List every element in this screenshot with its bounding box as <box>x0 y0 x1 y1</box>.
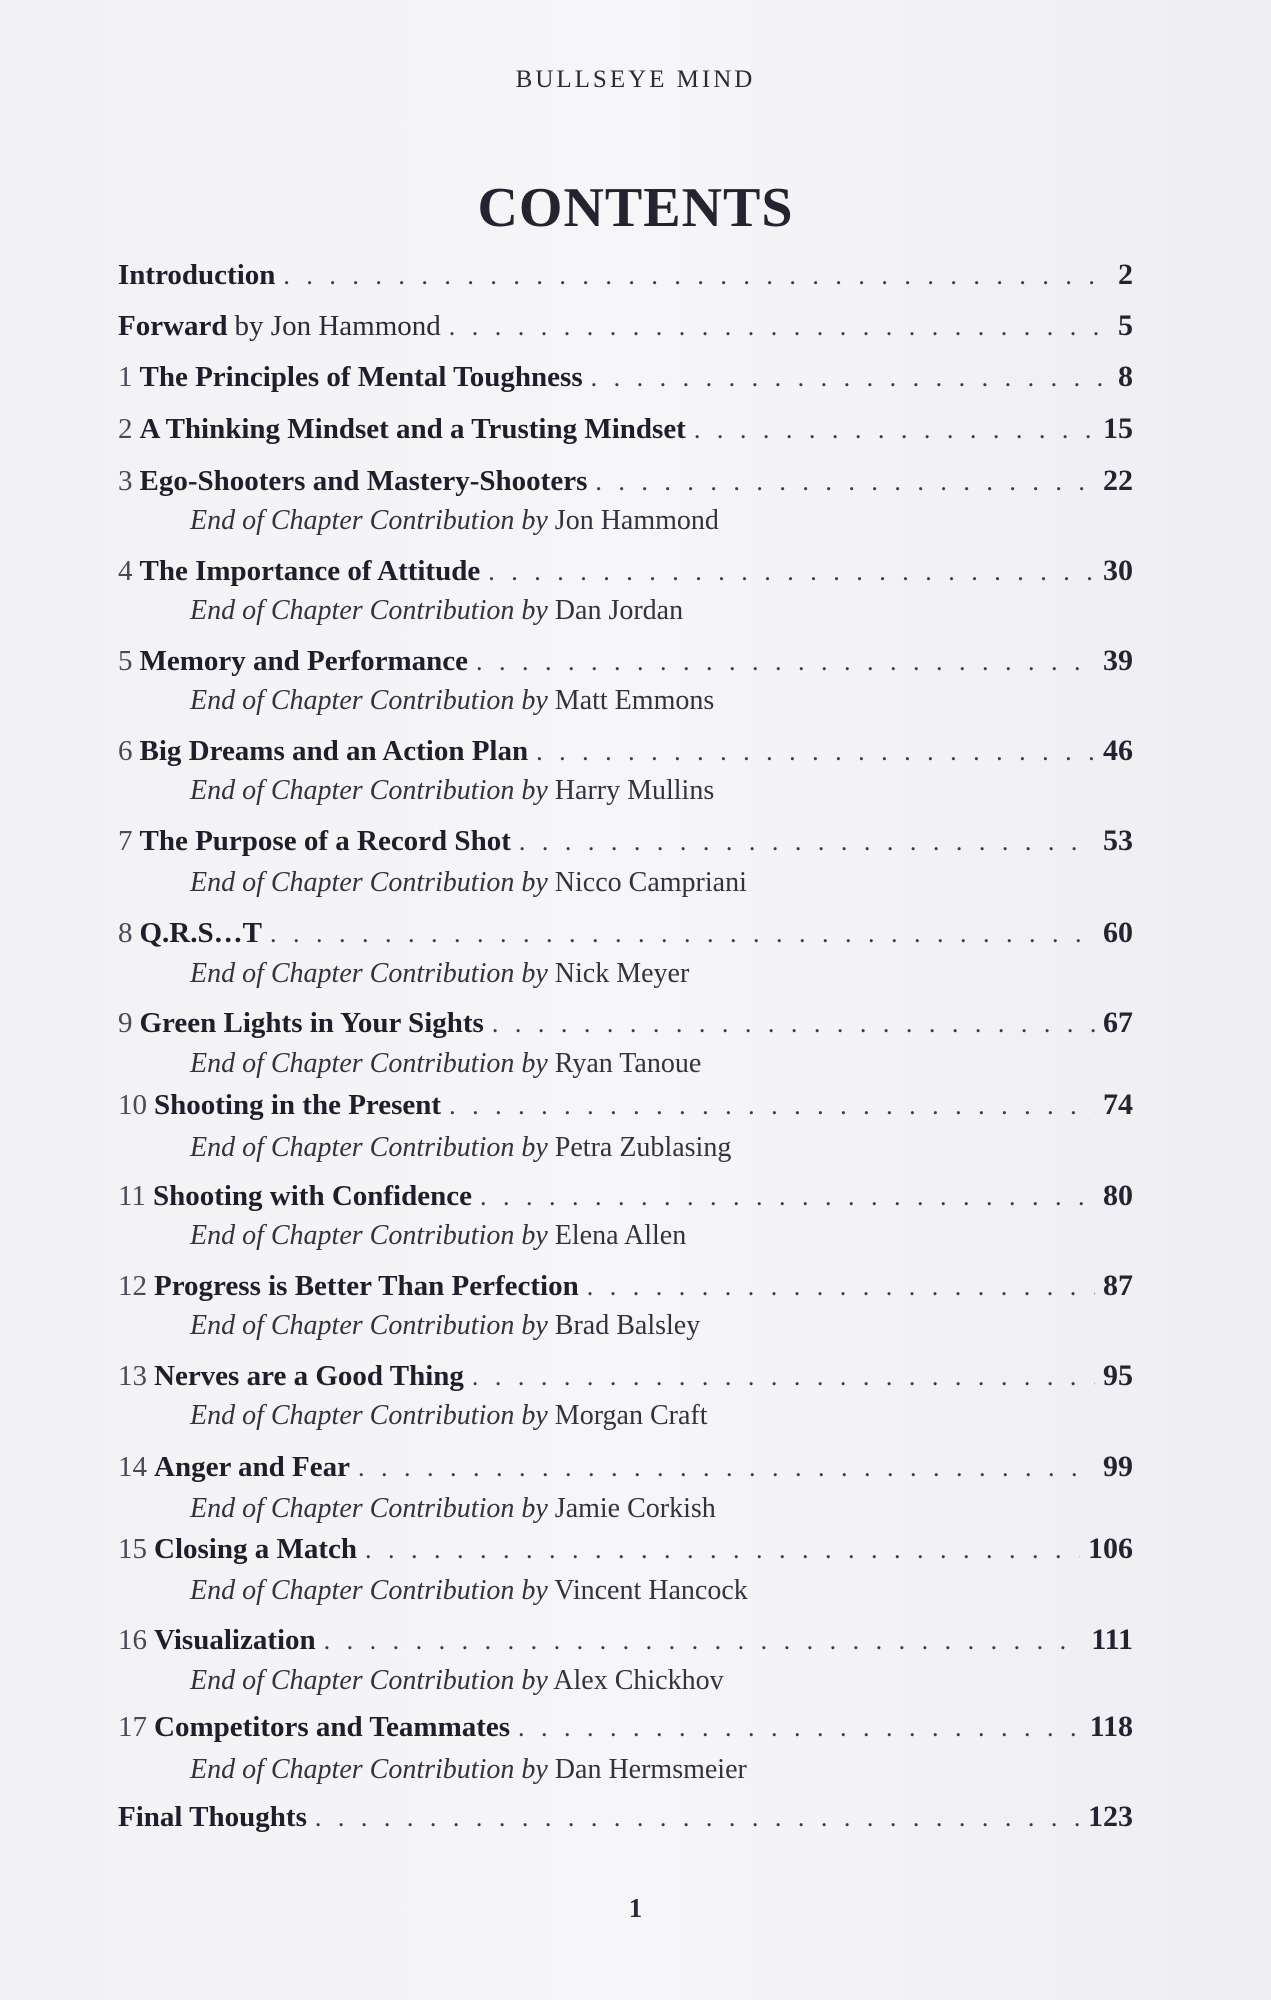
entry-title: A Thinking Mindset and a Trusting Mindset <box>139 413 686 445</box>
dot-leader <box>519 827 1095 857</box>
dot-leader <box>595 467 1095 497</box>
page-ref: 99 <box>1103 1450 1133 1483</box>
toc-entry <box>118 734 1133 774</box>
chapter-contribution <box>190 1665 724 1701</box>
entry-title: Forward <box>118 310 228 342</box>
page-ref: 30 <box>1103 554 1133 587</box>
toc-entry <box>118 258 1133 298</box>
contributor-name: Dan Jordan <box>554 595 684 626</box>
contribution-label: End of Chapter Contribution <box>190 1754 515 1785</box>
contribution-by: by <box>521 1754 548 1785</box>
chapter-number: 4 <box>118 555 133 587</box>
entry-title: Anger and Fear <box>154 1451 351 1483</box>
entry-title: The Importance of Attitude <box>139 555 481 587</box>
chapter-number: 5 <box>118 645 133 677</box>
contribution-label: End of Chapter Contribution <box>190 1665 515 1696</box>
contribution-label: End of Chapter Contribution <box>190 685 515 716</box>
page-ref: 22 <box>1103 464 1133 497</box>
contribution-by: by <box>521 867 548 898</box>
chapter-contribution <box>190 958 689 994</box>
toc-entry <box>118 1179 1133 1219</box>
chapter-number: 16 <box>118 1624 147 1656</box>
contribution-label: End of Chapter Contribution <box>190 505 515 536</box>
page-ref: 53 <box>1103 824 1133 857</box>
chapter-contribution <box>190 1310 700 1346</box>
chapter-contribution <box>190 1220 686 1256</box>
contribution-label: End of Chapter Contribution <box>190 1048 515 1079</box>
dot-leader <box>518 1713 1082 1743</box>
toc-entry <box>118 1088 1133 1128</box>
entry-title: Introduction <box>118 259 276 291</box>
contribution-label: End of Chapter Contribution <box>190 595 515 626</box>
chapter-contribution <box>190 1400 707 1436</box>
toc-entry <box>118 1710 1133 1750</box>
page-ref: 106 <box>1088 1532 1133 1565</box>
page-ref: 118 <box>1089 1710 1133 1743</box>
contribution-by: by <box>521 1493 548 1524</box>
contribution-by: by <box>521 595 548 626</box>
contribution-label: End of Chapter Contribution <box>190 958 515 989</box>
chapter-number: 2 <box>118 413 133 445</box>
page-ref: 8 <box>1118 360 1133 393</box>
chapter-number: 13 <box>118 1360 147 1392</box>
chapter-contribution <box>190 595 683 631</box>
toc-entry <box>118 1532 1133 1572</box>
contribution-label: End of Chapter Contribution <box>190 867 515 898</box>
page-ref: 74 <box>1103 1088 1133 1121</box>
entry-title: Memory and Performance <box>139 645 469 677</box>
dot-leader <box>694 415 1095 445</box>
chapter-number: 10 <box>118 1089 147 1121</box>
contribution-by: by <box>521 1220 548 1251</box>
contribution-by: by <box>521 505 548 536</box>
contribution-label: End of Chapter Contribution <box>190 1400 515 1431</box>
contribution-label: End of Chapter Contribution <box>190 1310 515 1341</box>
contribution-by: by <box>521 958 548 989</box>
dot-leader <box>587 1272 1095 1302</box>
contributor-name: Nicco Campriani <box>554 867 747 898</box>
chapter-contribution <box>190 1754 747 1790</box>
contributor-name: Jon Hammond <box>554 505 719 536</box>
entry-title: Competitors and Teammates <box>154 1711 511 1743</box>
page-ref: 39 <box>1103 644 1133 677</box>
contributor-name: Morgan Craft <box>554 1400 708 1431</box>
dot-leader <box>476 647 1095 677</box>
page-ref: 2 <box>1118 258 1133 291</box>
contribution-by: by <box>521 685 548 716</box>
page-ref: 46 <box>1103 734 1133 767</box>
entry-title: Ego-Shooters and Mastery-Shooters <box>139 465 588 497</box>
contribution-by: by <box>521 1310 548 1341</box>
contribution-by: by <box>521 1665 548 1696</box>
page-ref: 15 <box>1103 412 1133 445</box>
entry-title: Shooting with Confidence <box>152 1180 472 1212</box>
toc-entry <box>118 360 1133 400</box>
contributor-name: Ryan Tanoue <box>554 1048 702 1079</box>
toc-entry <box>118 1450 1133 1490</box>
page-ref: 60 <box>1103 916 1133 949</box>
contribution-by: by <box>521 1132 548 1163</box>
contributor-name: Jamie Corkish <box>554 1493 716 1524</box>
chapter-contribution <box>190 1132 731 1168</box>
toc-entry <box>118 412 1133 452</box>
chapter-number: 17 <box>118 1711 147 1743</box>
toc-entry <box>118 644 1133 684</box>
dot-leader <box>324 1626 1084 1656</box>
contributor-name: Matt Emmons <box>554 685 715 716</box>
dot-leader <box>358 1453 1095 1483</box>
page-ref: 87 <box>1103 1269 1133 1302</box>
page-ref: 67 <box>1103 1006 1133 1039</box>
dot-leader <box>449 312 1110 342</box>
chapter-contribution <box>190 867 747 903</box>
chapter-number: 9 <box>118 1007 133 1039</box>
contribution-label: End of Chapter Contribution <box>190 1220 515 1251</box>
dot-leader <box>480 1182 1095 1212</box>
chapter-number: 14 <box>118 1451 147 1483</box>
contributor-name: Alex Chickhov <box>553 1665 724 1696</box>
contribution-by: by <box>521 1400 548 1431</box>
dot-leader <box>472 1362 1095 1392</box>
chapter-number: 3 <box>118 465 133 497</box>
entry-title: The Purpose of a Record Shot <box>139 825 511 857</box>
chapter-number: 7 <box>118 825 133 857</box>
page-ref: 80 <box>1103 1179 1133 1212</box>
entry-title: Progress is Better Than Perfection <box>154 1270 579 1302</box>
contribution-label: End of Chapter Contribution <box>190 1575 515 1606</box>
page-title: CONTENTS <box>477 177 794 239</box>
chapter-contribution <box>190 685 714 721</box>
dot-leader <box>488 557 1095 587</box>
page-ref: 111 <box>1091 1623 1133 1656</box>
entry-title: Q.R.S…T <box>139 917 262 949</box>
toc-entry <box>118 464 1133 504</box>
page-ref: 5 <box>1118 309 1133 342</box>
dot-leader <box>270 919 1095 949</box>
toc-entry <box>118 309 1133 349</box>
chapter-number: 15 <box>118 1533 147 1565</box>
contributor-name: Vincent Hancock <box>554 1575 748 1606</box>
contribution-label: End of Chapter Contribution <box>190 775 515 806</box>
contributor-name: Elena Allen <box>554 1220 687 1251</box>
chapter-contribution <box>190 775 714 811</box>
contributor-name: Petra Zublasing <box>554 1132 732 1163</box>
running-head: BULLSEYE MIND <box>515 66 756 93</box>
entry-title: The Principles of Mental Toughness <box>139 361 583 393</box>
contribution-by: by <box>521 775 548 806</box>
contributor-name: Harry Mullins <box>554 775 715 806</box>
dot-leader <box>283 261 1110 291</box>
contributor-name: Dan Hermsmeier <box>554 1754 747 1785</box>
dot-leader <box>365 1535 1080 1565</box>
toc-entry <box>118 1623 1133 1663</box>
page-ref: 123 <box>1088 1800 1133 1833</box>
entry-title: Shooting in the Present <box>154 1089 442 1121</box>
dot-leader <box>492 1009 1095 1039</box>
contribution-by: by <box>521 1575 548 1606</box>
toc-entry <box>118 916 1133 956</box>
toc-entry <box>118 554 1133 594</box>
page-number: 1 <box>628 1893 643 1923</box>
entry-title: Visualization <box>154 1624 316 1656</box>
chapter-number: 11 <box>118 1180 146 1212</box>
entry-title: Final Thoughts <box>118 1801 307 1833</box>
chapter-number: 8 <box>118 917 133 949</box>
contribution-label: End of Chapter Contribution <box>190 1132 515 1163</box>
page-ref: 95 <box>1103 1359 1133 1392</box>
contributor-name: Brad Balsley <box>554 1310 701 1341</box>
entry-title: Green Lights in Your Sights <box>139 1007 484 1039</box>
chapter-number: 6 <box>118 735 133 767</box>
chapter-number: 12 <box>118 1270 147 1302</box>
chapter-contribution <box>190 1493 716 1529</box>
dot-leader <box>449 1091 1095 1121</box>
contributor-name: Nick Meyer <box>554 958 690 989</box>
entry-title: Big Dreams and an Action Plan <box>139 735 529 767</box>
contribution-label: End of Chapter Contribution <box>190 1493 515 1524</box>
chapter-contribution <box>190 1575 748 1611</box>
dot-leader <box>315 1803 1080 1833</box>
chapter-number: 1 <box>118 361 133 393</box>
chapter-contribution <box>190 505 719 541</box>
toc-entry <box>118 1269 1133 1309</box>
toc-entry <box>118 824 1133 864</box>
entry-author: by Jon Hammond <box>234 310 441 342</box>
dot-leader <box>591 363 1110 393</box>
toc-entry <box>118 1006 1133 1046</box>
dot-leader <box>536 737 1095 767</box>
entry-title: Closing a Match <box>154 1533 357 1565</box>
contribution-by: by <box>521 1048 548 1079</box>
chapter-contribution <box>190 1048 701 1084</box>
toc-entry <box>118 1359 1133 1399</box>
entry-title: Nerves are a Good Thing <box>154 1360 464 1392</box>
toc-entry <box>118 1800 1133 1840</box>
